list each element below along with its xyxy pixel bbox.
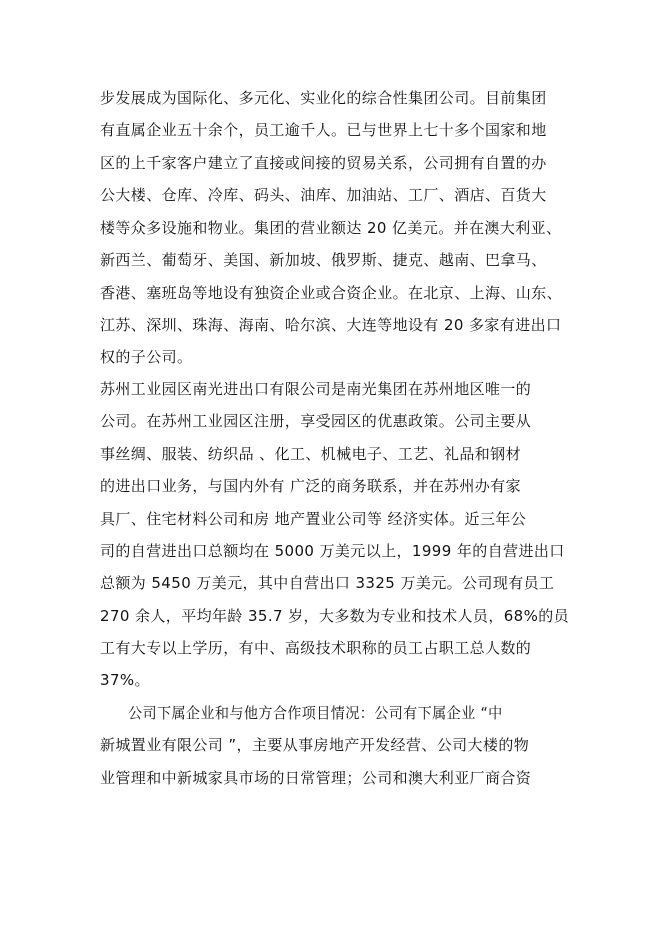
text-line: 业管理和中新城家具市场的日常管理；公司和澳大利亚厂商合资 xyxy=(100,769,532,787)
text-line: 权的子公司。 xyxy=(100,348,193,366)
text-line: 香港、塞班岛等地设有独资企业或合资企业。在北京、上海、山东、 xyxy=(100,284,563,302)
text-line: 新西兰、葡萄牙、美国、新加坡、俄罗斯、捷克、越南、巴拿马、 xyxy=(100,251,547,269)
text-line: 楼等众多设施和物业。集团的营业额达 20 亿美元。并在澳大利亚、 xyxy=(100,219,562,237)
text-line: 有直属企业五十余个，员工逾千人。已与世界上七十多个国家和地 xyxy=(100,121,547,139)
text-line: 37%。 xyxy=(100,671,150,689)
text-line: 工有大专以上学历，有中、高级技术职称的员工占职工总人数的 xyxy=(100,639,532,657)
text-line: 江苏、深圳、珠海、海南、哈尔滨、大连等地设有 20 多家有进出口 xyxy=(100,316,562,334)
text-line: 公大楼、仓库、冷库、码头、油库、加油站、工厂、酒店、百货大 xyxy=(100,186,547,204)
text-line: 苏州工业园区南光进出口有限公司是南光集团在苏州地区唯一的 xyxy=(100,380,532,398)
text-line: 270 余人，平均年龄 35.7 岁，大多数为专业和技术人员，68%的员 xyxy=(100,607,570,625)
text-line: 区的上千家客户建立了直接或间接的贸易关系，公司拥有自置的办 xyxy=(100,154,547,172)
text-line: 公司下属企业和与他方合作项目情况：公司有下属企业 “中 xyxy=(128,704,503,722)
text-line: 具厂、住宅材料公司和房 地产置业公司等 经济实体。近三年公 xyxy=(100,510,527,528)
text-line: 总额为 5450 万美元，其中自营出口 3325 万美元。公司现有员工 xyxy=(100,574,555,592)
text-line: 司的自营进出口总额均在 5000 万美元以上，1999 年的自营进出口 xyxy=(100,542,565,560)
text-line: 事丝绸、服装、纺织品 、化工、机械电子、工艺、礼品和钢材 xyxy=(100,445,521,463)
text-line: 新城置业有限公司 ”，主要从事房地产开发经营、公司大楼的物 xyxy=(100,736,530,754)
text-line: 的进出口业务，与国内外有 广泛的商务联系，并在苏州办有家 xyxy=(100,477,521,495)
text-line: 步发展成为国际化、多元化、实业化的综合性集团公司。目前集团 xyxy=(100,89,547,107)
text-line: 公司。在苏州工业园区注册，享受园区的优惠政策。公司主要从 xyxy=(100,412,532,430)
